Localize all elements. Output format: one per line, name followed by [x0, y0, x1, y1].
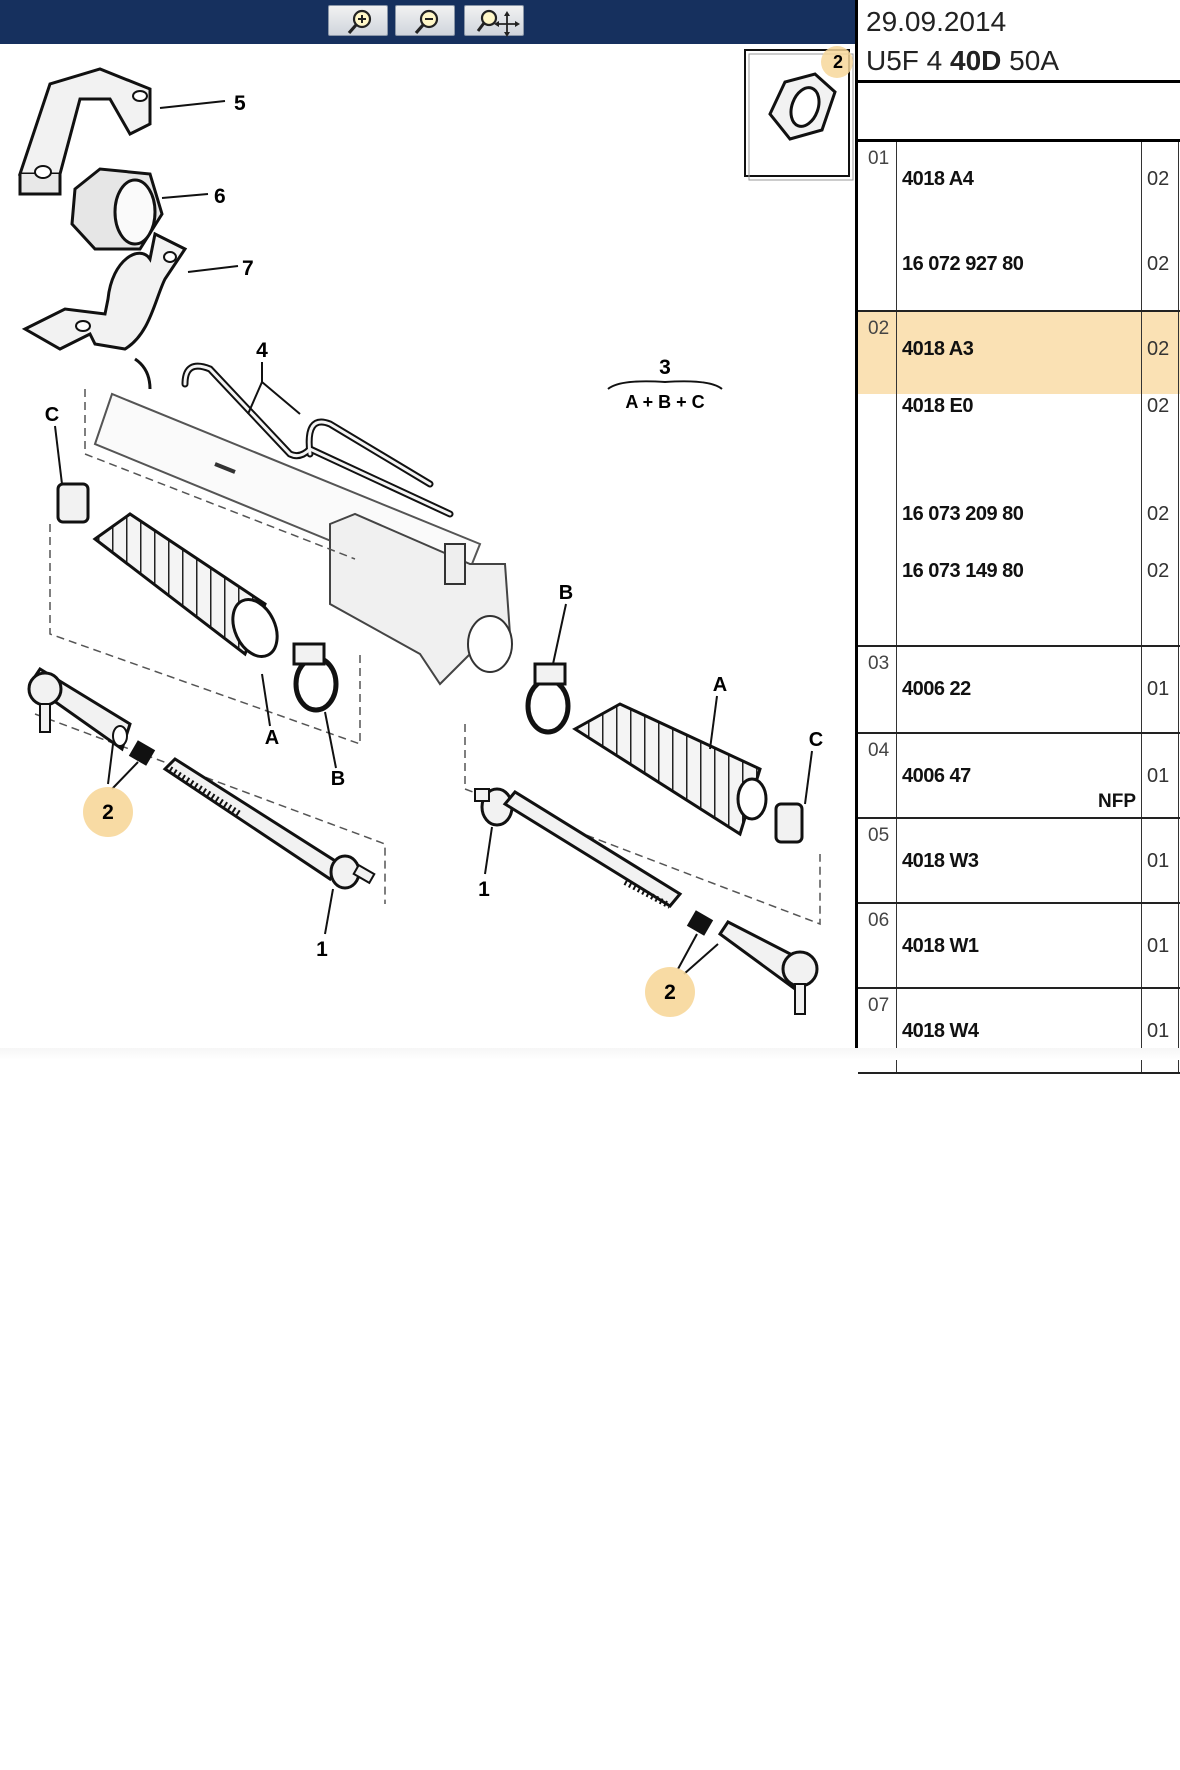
callout-b-left: B [330, 768, 346, 790]
row-number: 04 [868, 740, 890, 761]
column-divider [1141, 819, 1142, 902]
column-divider [1141, 142, 1142, 310]
header-divider [858, 80, 1180, 83]
table-row[interactable] [858, 142, 1180, 312]
column-divider [1141, 734, 1142, 817]
zoom-in-icon [329, 6, 389, 37]
part-reference[interactable]: 16 072 927 80 [902, 253, 1024, 275]
row-number: 07 [868, 995, 890, 1016]
part-reference[interactable]: 16 073 149 80 [902, 560, 1024, 582]
parts-table-pane [855, 0, 1180, 1058]
table-row[interactable] [858, 819, 1180, 904]
column-divider [896, 904, 897, 987]
callout-7: 7 [242, 257, 254, 280]
part-quantity: 02 [1147, 253, 1170, 275]
toolbar [0, 0, 855, 44]
callout-2-right: 2 [664, 981, 676, 1004]
part-quantity: 02 [1147, 395, 1170, 417]
part-quantity: 01 [1147, 1020, 1170, 1042]
callout-1-right: 1 [478, 878, 490, 901]
column-divider [1178, 647, 1179, 732]
callout-6: 6 [214, 185, 226, 208]
column-divider [1178, 734, 1179, 817]
part-quantity: 02 [1147, 560, 1170, 582]
part-note: NFP [1098, 791, 1136, 812]
part-reference[interactable]: 4006 22 [902, 678, 971, 700]
zoom-pan-icon [465, 6, 525, 37]
callout-b-right: B [558, 582, 574, 604]
part-quantity: 02 [1147, 503, 1170, 525]
callout-c-right: C [808, 729, 824, 751]
catalog-code: U5F 4 40D 50A [866, 45, 1060, 76]
rubber-bush-6 [72, 169, 208, 249]
left-tie-rod [29, 669, 374, 888]
exploded-parts-diagram [0, 44, 855, 1048]
row-number: 06 [868, 910, 890, 931]
column-divider [1178, 819, 1179, 902]
column-divider [896, 647, 897, 732]
part-reference[interactable]: 4018 E0 [902, 395, 974, 417]
part-quantity: 01 [1147, 765, 1170, 787]
part-reference[interactable]: 4018 W4 [902, 1020, 979, 1042]
column-divider [1141, 647, 1142, 732]
parts-table [858, 142, 1180, 1074]
part-reference[interactable]: 4006 47 [902, 765, 971, 787]
callout-a-right: A [712, 674, 728, 696]
column-divider [1141, 312, 1142, 645]
part-reference[interactable]: 4018 W3 [902, 850, 979, 872]
inset-callout-label: 2 [832, 52, 844, 72]
zoom-in-button[interactable] [328, 5, 388, 36]
callout-3: 3 [659, 356, 671, 379]
part-reference[interactable]: 4018 W1 [902, 935, 979, 957]
row-number: 03 [868, 653, 890, 674]
part-quantity: 01 [1147, 678, 1170, 700]
callout-5: 5 [234, 92, 246, 115]
table-row[interactable] [858, 647, 1180, 734]
callout-4: 4 [256, 339, 268, 362]
inset-nut-box [745, 46, 853, 180]
part-reference[interactable]: 4018 A4 [902, 168, 974, 190]
table-row[interactable] [858, 904, 1180, 989]
row-number: 05 [868, 825, 890, 846]
row-number: 02 [868, 318, 890, 339]
part-quantity: 01 [1147, 850, 1170, 872]
column-divider [1178, 312, 1179, 645]
part-reference[interactable]: 4018 A3 [902, 338, 974, 360]
part-reference[interactable]: 16 073 209 80 [902, 503, 1024, 525]
callout-1-left: 1 [316, 938, 328, 961]
zoom-pan-button[interactable] [464, 5, 524, 36]
part-quantity: 02 [1147, 168, 1170, 190]
table-row[interactable] [858, 734, 1180, 819]
column-divider [1141, 904, 1142, 987]
table-row[interactable] [858, 989, 1180, 1074]
bottom-edge [0, 1048, 1180, 1060]
column-divider [896, 312, 897, 645]
right-tie-rod [475, 789, 817, 1014]
column-divider [896, 734, 897, 817]
callout-3-kit: A + B + C [625, 392, 705, 412]
part-quantity: 01 [1147, 935, 1170, 957]
callout-a-left: A [264, 727, 280, 749]
zoom-out-button[interactable] [395, 5, 455, 36]
column-divider [1178, 142, 1179, 310]
column-divider [896, 142, 897, 310]
column-divider [896, 819, 897, 902]
row-number: 01 [868, 148, 890, 169]
zoom-out-icon [396, 6, 456, 37]
table-row[interactable] [858, 312, 1180, 647]
part-quantity: 02 [1147, 338, 1170, 360]
column-divider [1178, 904, 1179, 987]
catalog-date: 29.09.2014 [866, 6, 1007, 37]
callout-c-left: C [44, 404, 60, 426]
callout-2-left: 2 [102, 801, 114, 824]
diagram-pane [0, 0, 855, 1058]
